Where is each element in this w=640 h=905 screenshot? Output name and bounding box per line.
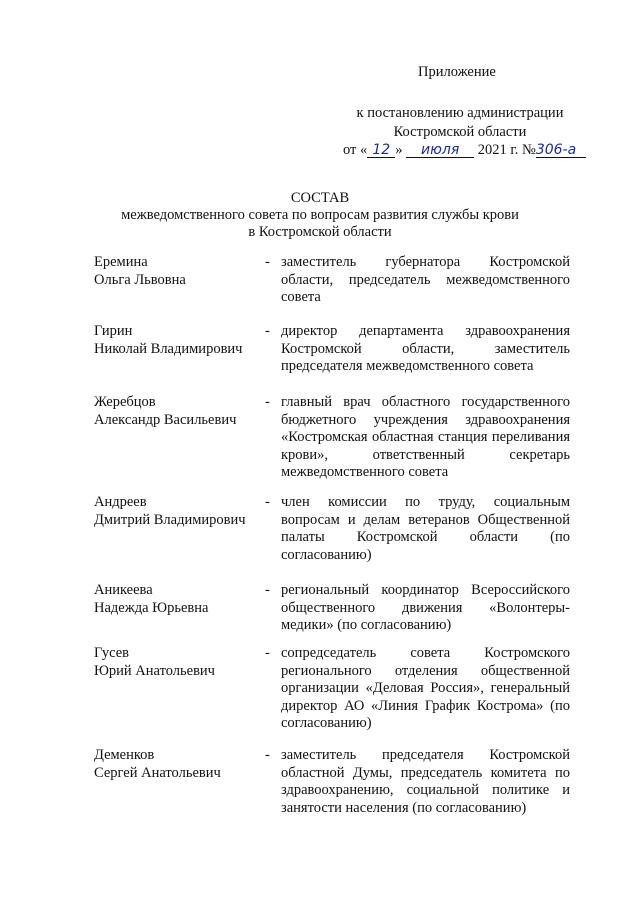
date-prefix: от « — [343, 142, 368, 158]
member-surname: Деменков — [94, 747, 155, 763]
member-dash: - — [265, 747, 270, 763]
member-role: директор департамента здравоохранения Костромской области, заместитель председателя межведомственного совета — [281, 323, 570, 374]
member-given-name: Дмитрий Владимирович — [94, 511, 246, 528]
date-mid: » — [395, 142, 403, 158]
member-role: региональный координатор Всероссийского общественного движения «Волонтеры-медики» (по согласованию) — [281, 582, 570, 633]
member-given-name: Николай Владимирович — [94, 340, 243, 357]
member-dash: - — [265, 394, 270, 410]
handwritten-number: 306-а — [536, 143, 586, 158]
member-name — [94, 494, 269, 529]
member-name — [94, 645, 269, 680]
member-dash: - — [265, 254, 270, 270]
member-dash: - — [265, 645, 270, 661]
member-role: сопредседатель совета Костромского регионального отделения общественной организации «Деловая Россия», генеральный директор АО «Линия График Кострома» (по согласованию) — [281, 645, 570, 731]
member-role: член комиссии по труду, социальным вопросам и делам ветеранов Общественной палаты Костромской области (по согласованию) — [281, 494, 570, 563]
handwritten-month: июля — [406, 143, 474, 158]
decree-line-1: к постановлению администрации — [356, 105, 564, 121]
member-dash: - — [265, 494, 270, 510]
member-surname: Жеребцов — [94, 394, 156, 410]
title-line-2: межведомственного совета по вопросам развития службы крови — [121, 207, 519, 223]
decree-line-2: Костромской области — [393, 124, 527, 140]
member-surname: Гирин — [94, 323, 133, 339]
member-name — [94, 254, 269, 289]
decree-date-line — [343, 142, 586, 159]
member-role: заместитель председателя Костромской областной Думы, председатель комитета по здравоохранению, социальной политике и занятости населения (по согласованию) — [281, 747, 570, 816]
title-line-3: в Костромской области — [248, 224, 392, 240]
member-surname: Еремина — [94, 254, 148, 270]
member-given-name: Александр Васильевич — [94, 411, 237, 428]
member-name — [94, 582, 269, 617]
member-given-name: Сергей Анатольевич — [94, 764, 221, 781]
decree-reference — [335, 104, 585, 142]
member-given-name: Юрий Анатольевич — [94, 662, 215, 679]
appendix-label: Приложение — [418, 64, 496, 80]
member-given-name: Ольга Львовна — [94, 271, 186, 288]
member-role: заместитель губернатора Костромской области, председатель межведомственного совета — [281, 254, 570, 305]
document-title — [100, 190, 540, 241]
title-line-1: СОСТАВ — [290, 190, 350, 206]
member-surname: Андреев — [94, 494, 147, 510]
member-given-name: Надежда Юрьевна — [94, 599, 209, 616]
member-surname: Аникеева — [94, 582, 153, 598]
member-role: главный врач областного государственного бюджетного учреждения здравоохранения «Костромская областная станция переливания крови», ответственный секретарь межведомственного совета — [281, 394, 570, 480]
member-name — [94, 323, 269, 358]
member-dash: - — [265, 582, 270, 598]
date-year: 2021 г. № — [477, 142, 536, 158]
member-surname: Гусев — [94, 645, 129, 661]
member-name — [94, 394, 269, 429]
member-dash: - — [265, 323, 270, 339]
member-name — [94, 747, 269, 782]
handwritten-day: 12 — [367, 143, 395, 158]
